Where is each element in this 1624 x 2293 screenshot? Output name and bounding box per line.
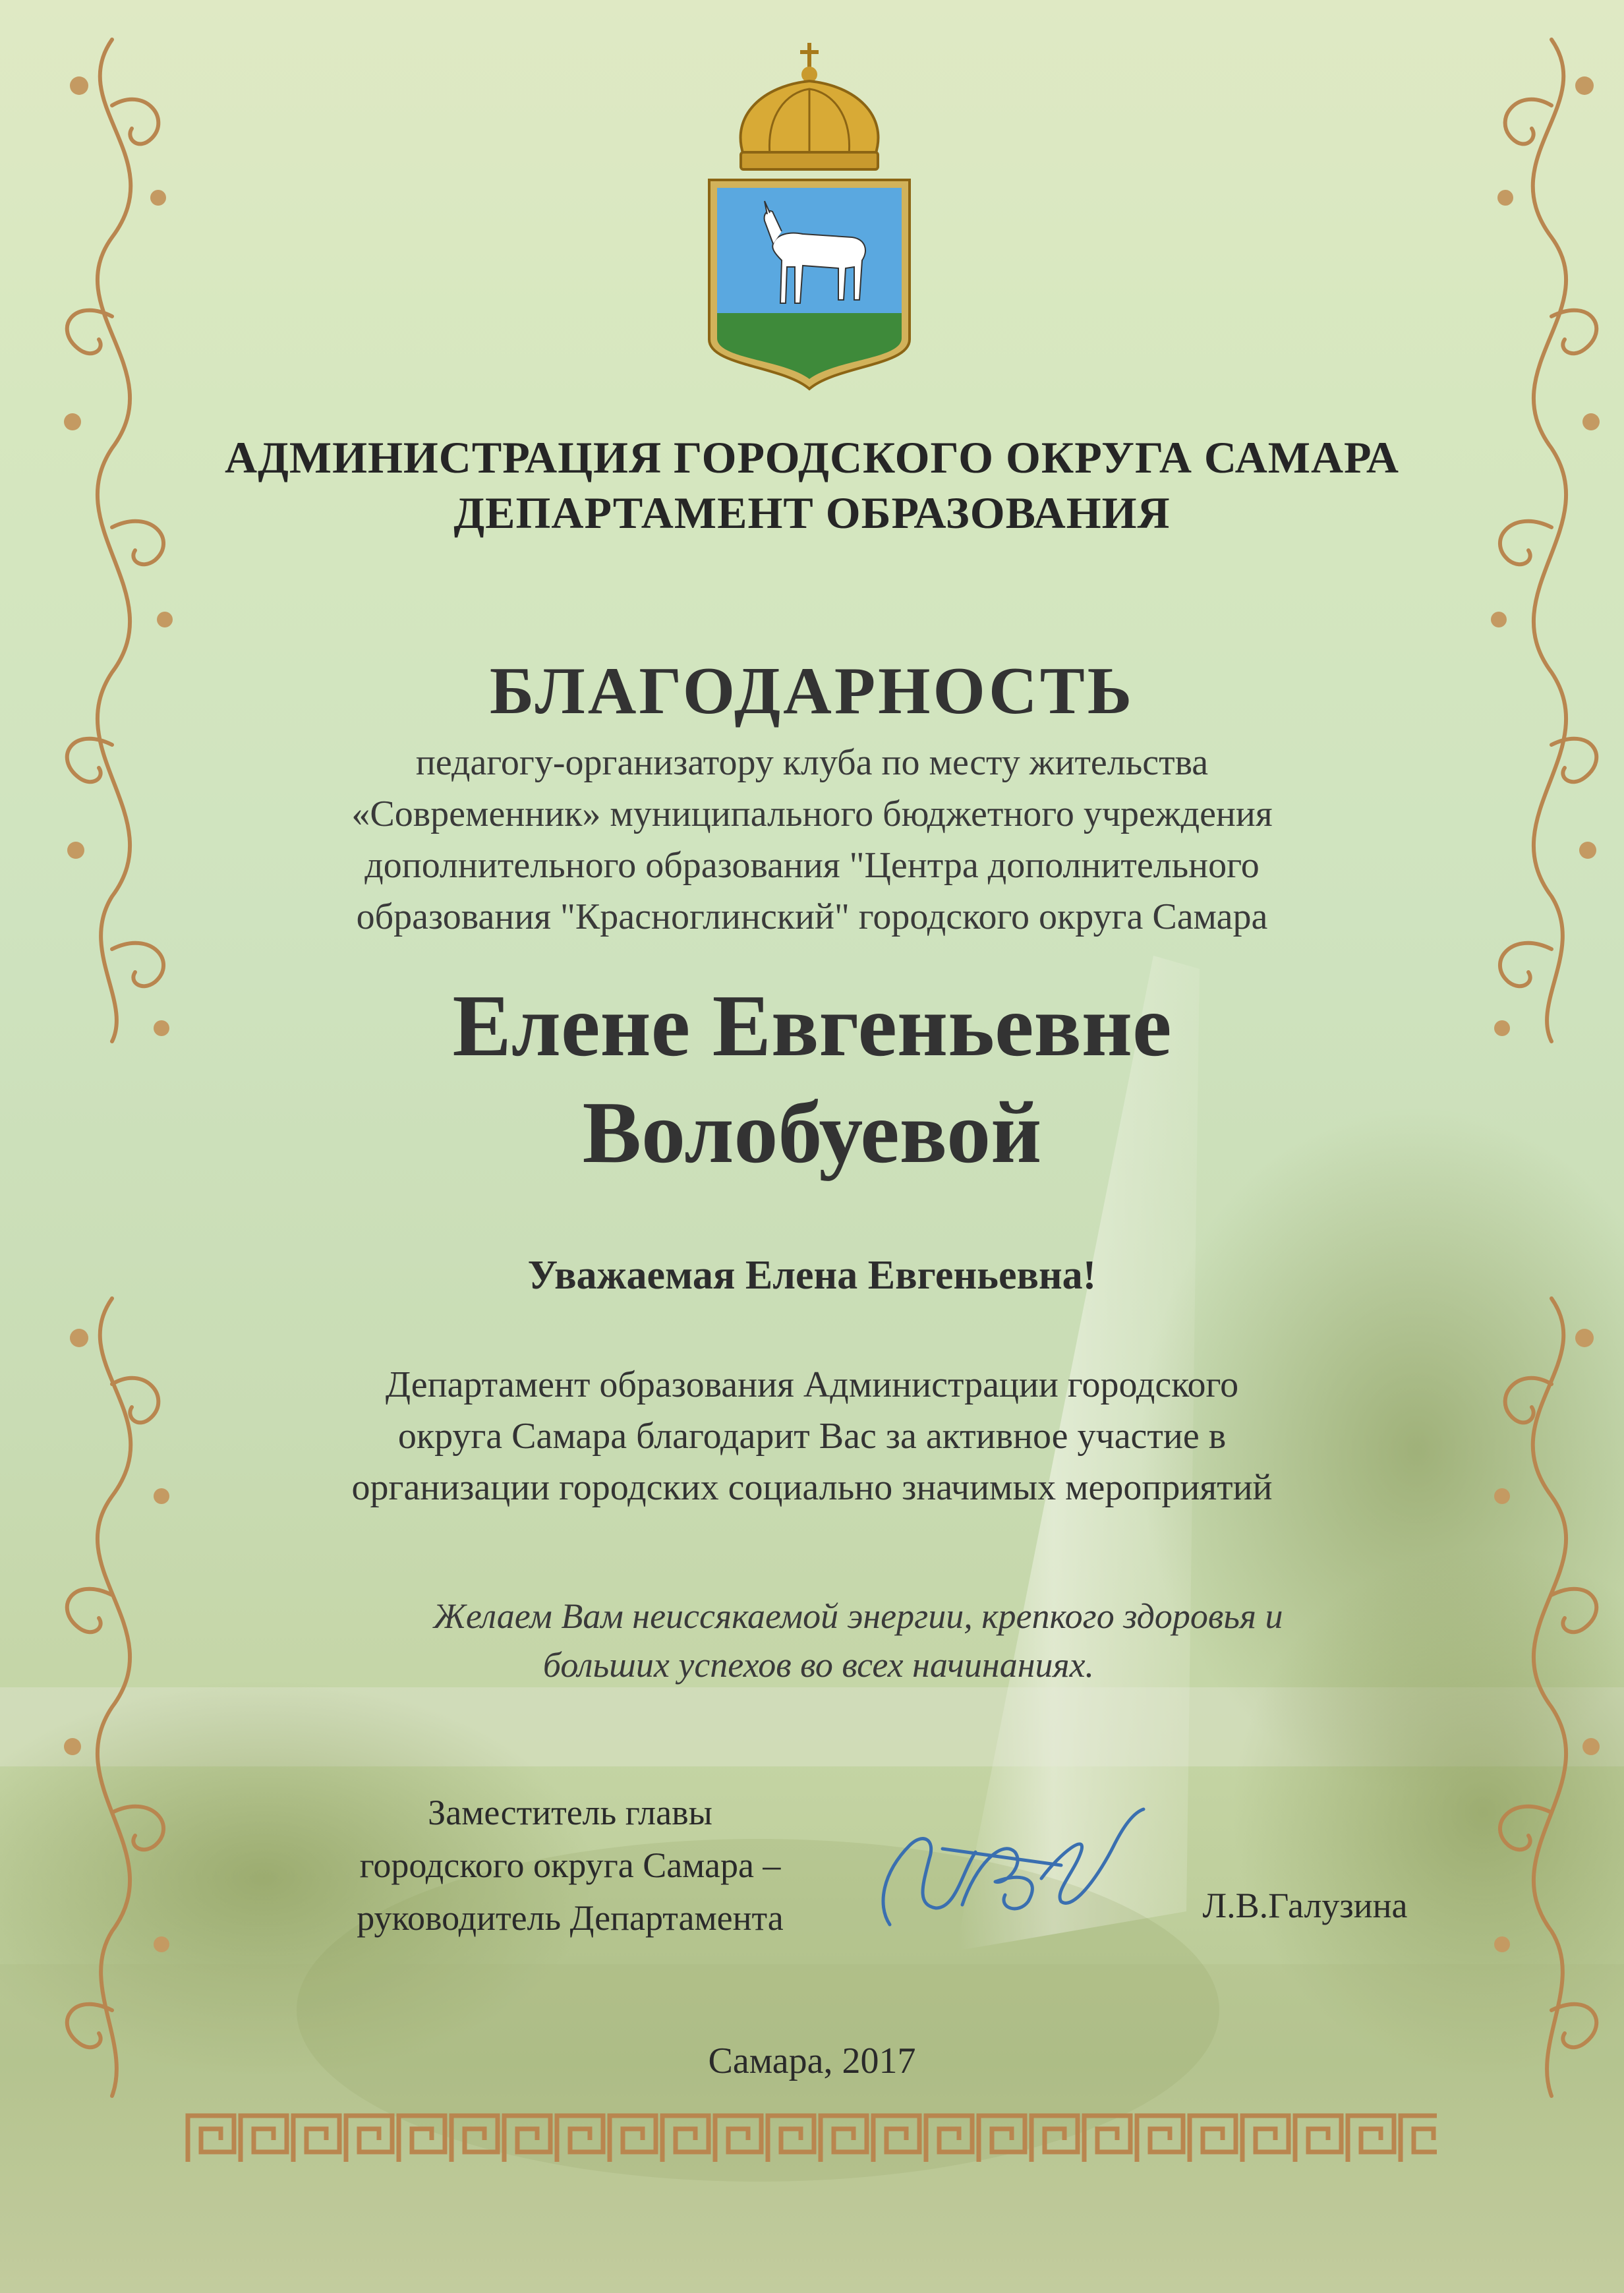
signatory-position-line: руководитель Департамента [357, 1898, 784, 1938]
crown-icon [741, 43, 879, 169]
department-line: ДЕПАРТАМЕНТ ОБРАЗОВАНИЯ [453, 488, 1171, 538]
signatory-position [283, 1786, 857, 1944]
wish-text [0, 1592, 1624, 1689]
body-line: округа Самара благодарит Вас за активное участие в [397, 1416, 1227, 1457]
description-line: образования "Красноглинский" городского округа Самара [356, 896, 1268, 937]
greeting: Уважаемая Елена Евгеньевна! [527, 1253, 1097, 1298]
recipient-name [0, 972, 1624, 1186]
recipient-name-line: Волобуевой [582, 1084, 1042, 1181]
place-and-date: Самара, 2017 [708, 2041, 916, 2081]
shield-icon [709, 180, 910, 389]
signatory-position-line: городского округа Самара – [359, 1845, 781, 1885]
signatory-name: Л.В.Галузина [1202, 1886, 1408, 1925]
wish-line: Желаем Вам неиссякаемой энергии, крепкого здоровья и [433, 1596, 1283, 1636]
body-line: Департамент образования Администрации городского [385, 1364, 1239, 1405]
description-line: «Современник» муниципального бюджетного учреждения [351, 794, 1273, 834]
certificate-title: БЛАГОДАРНОСТЬ [489, 654, 1135, 728]
samara-coat-of-arms-icon [704, 36, 915, 392]
signatory-position-line: Заместитель главы [428, 1793, 712, 1832]
handwritten-signature [863, 1773, 1153, 1944]
body-text [0, 1359, 1624, 1513]
administration-line: АДМИНИСТРАЦИЯ ГОРОДСКОГО ОКРУГА САМАРА [225, 432, 1399, 482]
greek-key-border-icon [185, 2112, 1437, 2165]
description-line: педагогу-организатору клуба по месту жительства [415, 742, 1209, 783]
body-line: организации городских социально значимых мероприятий [351, 1467, 1273, 1508]
recipient-name-line: Елене Евгеньевне [452, 977, 1172, 1074]
description-line: дополнительного образования "Центра дополнительного [364, 845, 1260, 886]
administration-heading [0, 430, 1624, 540]
wish-line: больших успехов во всех начинаниях. [542, 1645, 1095, 1685]
recipient-description [0, 737, 1624, 943]
